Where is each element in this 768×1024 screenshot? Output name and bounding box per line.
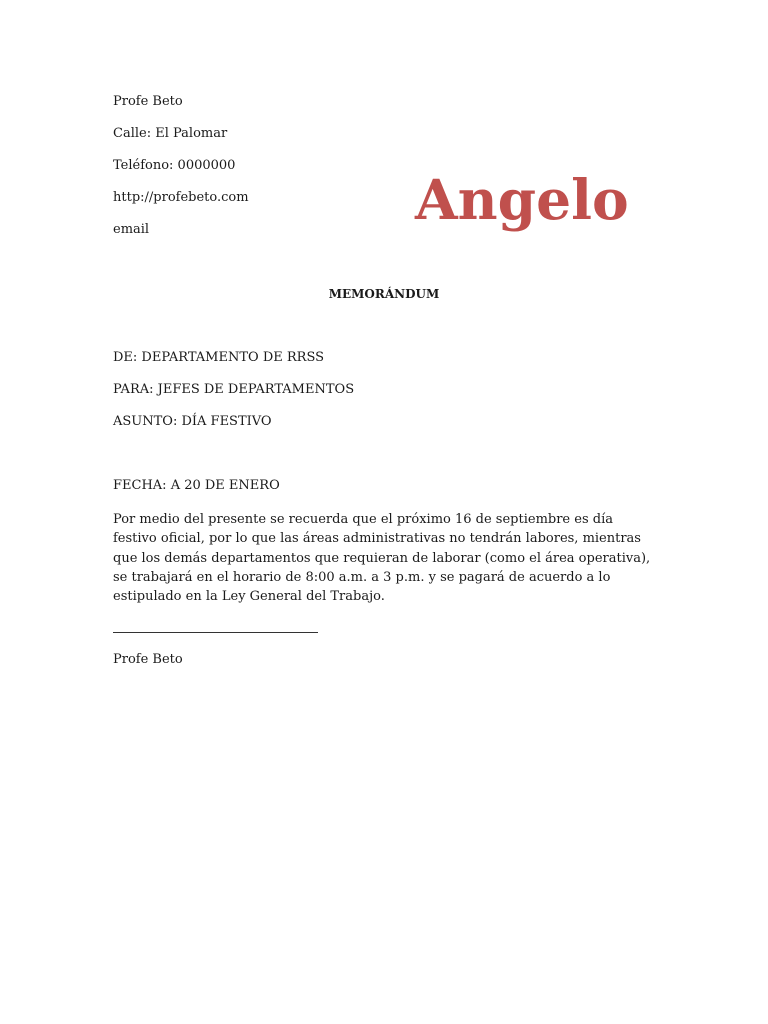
sender-email: email [113, 222, 150, 237]
memo-to: PARA: JEFES DE DEPARTAMENTOS [113, 382, 355, 397]
sender-name: Profe Beto [113, 94, 183, 109]
sender-phone: Teléfono: 0000000 [113, 158, 236, 173]
memo-body: Por medio del presente se recuerda que el próximo 16 de septiembre es día festivo oficial, por lo que las áreas administrativas no tendrán labores, mientras que los demás departamentos que requieran de laborar (como el área operativa), se trabajará en el horario de 8:00 a.m. a 3 p.m. y se pagará de acuerdo a lo estipulado en la Ley General del Trabajo. [113, 512, 651, 605]
memo-title: MEMORÁNDUM [328, 287, 440, 301]
sender-website: http://profebeto.com [113, 190, 249, 205]
company-logo-text: Angelo [415, 167, 629, 232]
sender-address: Calle: El Palomar [113, 126, 228, 141]
memo-date: FECHA: A 20 DE ENERO [113, 478, 280, 493]
memo-from: DE: DEPARTAMENTO DE RRSS [113, 350, 325, 365]
signature-name: Profe Beto [113, 652, 183, 667]
signature-line [113, 632, 318, 633]
memo-subject: ASUNTO: DÍA FESTIVO [113, 414, 272, 429]
